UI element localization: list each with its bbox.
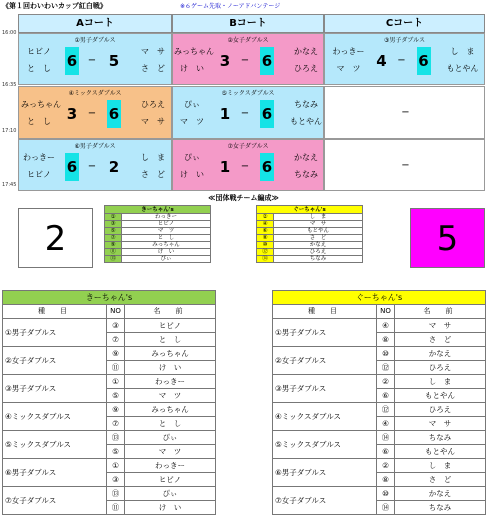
team-name: ぐーちゃん's <box>257 206 363 214</box>
player-name: ひろえ <box>274 249 363 256</box>
player-name: もとやん <box>274 228 363 235</box>
event-name: ④ミックスダブルス <box>273 403 377 431</box>
left-player-2: ヒビノ <box>27 170 51 179</box>
roster-row <box>105 256 211 263</box>
team-right-total-score: 5 <box>410 208 485 268</box>
lineup-player-name: と し <box>125 417 216 431</box>
col-header-event: 種 目 <box>273 305 377 319</box>
lineup-player-name: ヒビノ <box>125 473 216 487</box>
roster-row <box>257 228 363 235</box>
event-name: ③男子ダブルス <box>3 375 107 403</box>
roster-row <box>105 228 211 235</box>
lineup-player-number: ⑤ <box>107 445 125 459</box>
left-player-1: みっちゃん <box>174 47 214 56</box>
right-player-1: ちなみ <box>294 100 318 109</box>
right-player-1: ひろえ <box>141 100 165 109</box>
player-name: ちなみ <box>274 256 363 263</box>
lineup-row <box>273 431 486 445</box>
rule-note: ※６ゲーム先取・ノーアドバンテージ <box>180 3 281 10</box>
match-event-label: ④ミックスダブルス <box>68 90 122 97</box>
lineup-player-name: ちなみ <box>395 501 486 515</box>
right-player-1: かなえ <box>294 47 318 56</box>
lineup-player-name: みっちゃん <box>125 403 216 417</box>
right-player-2: もとやん <box>290 117 322 126</box>
player-number: ⑬ <box>105 256 122 263</box>
lineup-player-name: ヒビノ <box>125 319 216 333</box>
right-score: 6 <box>107 100 121 128</box>
col-header-name: 名 前 <box>125 305 216 319</box>
lineup-player-number: ⑭ <box>377 501 395 515</box>
lineup-player-number: ⑭ <box>377 431 395 445</box>
player-name: ぴぃ <box>122 256 211 263</box>
lineup-player-name: わっきー <box>125 375 216 389</box>
col-header-event: 種 目 <box>3 305 107 319</box>
right-player-2: さ ど <box>141 64 165 73</box>
right-player-2: ひろえ <box>294 64 318 73</box>
lineup-row <box>273 403 486 417</box>
lineup-player-name: マ サ <box>395 319 486 333</box>
lineup-player-number: ⑬ <box>107 431 125 445</box>
lineup-player-number: ⑥ <box>377 389 395 403</box>
lineup-row <box>3 431 216 445</box>
court-a-header: Aコート <box>18 14 172 33</box>
left-score: 6 <box>65 47 79 75</box>
lineup-player-name: と し <box>125 333 216 347</box>
left-player-1: わっきー <box>332 47 365 56</box>
team-name: きーちゃん's <box>105 206 211 214</box>
lineup-player-name: わっきー <box>125 459 216 473</box>
score-separator: − <box>240 161 250 172</box>
team-left-total-score: 2 <box>18 208 93 268</box>
match-event-label: ⑤ミックスダブルス <box>221 90 275 97</box>
player-number: ⑦ <box>105 235 122 242</box>
player-name: ヒビノ <box>122 221 211 228</box>
lineup-player-number: ⑥ <box>377 445 395 459</box>
lineup-row <box>273 347 486 361</box>
match-cell <box>172 86 324 139</box>
lineup-row <box>3 459 216 473</box>
lineup-player-number: ⑧ <box>377 333 395 347</box>
lineup-player-number: ⑪ <box>107 361 125 375</box>
match-cell <box>172 33 324 85</box>
lineup-player-number: ③ <box>107 319 125 333</box>
roster-row <box>257 221 363 228</box>
lineup-player-name: け い <box>125 501 216 515</box>
match-event-label: ②女子ダブルス <box>227 37 269 44</box>
lineup-player-name: マ ツ <box>125 445 216 459</box>
time-label: 17:45 <box>2 182 17 188</box>
lineup-row <box>273 487 486 501</box>
event-name: ③男子ダブルス <box>273 375 377 403</box>
left-player-1: ぴぃ <box>184 153 200 162</box>
player-number: ⑭ <box>257 256 274 263</box>
court-b-header: Bコート <box>172 14 324 33</box>
col-header-no: NO <box>107 305 125 319</box>
player-number: ② <box>257 214 274 221</box>
right-score: 6 <box>260 100 274 128</box>
team-section-title: ≪団体戦チーム編成≫ <box>208 194 279 202</box>
left-player-2: マ ツ <box>180 117 204 126</box>
lineup-player-name: マ ツ <box>125 389 216 403</box>
score-separator: − <box>87 55 97 66</box>
lineup-team-name: きーちゃん's <box>3 291 216 305</box>
lineup-player-number: ⑫ <box>377 361 395 375</box>
player-number: ① <box>105 214 122 221</box>
lineup-row <box>273 375 486 389</box>
right-player-1: マ サ <box>141 47 165 56</box>
lineup-player-number: ⑪ <box>107 501 125 515</box>
event-name: ⑤ミックスダブルス <box>273 431 377 459</box>
match-event-label: ③男子ダブルス <box>384 37 425 44</box>
left-player-2: け い <box>180 170 204 179</box>
event-name: ⑥男子ダブルス <box>273 459 377 487</box>
court-c-header: Cコート <box>324 14 485 33</box>
player-name: マ ツ <box>122 228 211 235</box>
roster-row <box>257 249 363 256</box>
left-player-2: け い <box>180 64 204 73</box>
left-score: 3 <box>219 52 231 70</box>
right-player-2: マ サ <box>141 117 165 126</box>
time-label: 16:35 <box>2 82 17 88</box>
lineup-player-number: ④ <box>377 319 395 333</box>
lineup-player-name: ぴぃ <box>125 431 216 445</box>
left-score: 1 <box>219 105 231 123</box>
left-player-2: と し <box>27 117 51 126</box>
player-name: みっちゃん <box>122 242 211 249</box>
player-name: と し <box>122 235 211 242</box>
match-event-label: ⑥男子ダブルス <box>74 143 116 150</box>
score-separator: − <box>87 161 97 172</box>
empty-slot-dash: − <box>401 160 410 171</box>
lineup-player-name: マ サ <box>395 417 486 431</box>
lineup-row <box>273 319 486 333</box>
col-header-no: NO <box>377 305 395 319</box>
player-number: ⑤ <box>105 228 122 235</box>
player-number: ⑧ <box>257 235 274 242</box>
lineup-player-number: ⑫ <box>377 403 395 417</box>
right-player-2: さ ど <box>141 170 165 179</box>
lineup-player-number: ② <box>377 375 395 389</box>
lineup-player-name: もとやん <box>395 445 486 459</box>
lineup-player-name: し ま <box>395 375 486 389</box>
event-name: ⑦女子ダブルス <box>3 487 107 515</box>
event-name: ⑥男子ダブルス <box>3 459 107 487</box>
match-event-label: ⑦女子ダブルス <box>227 143 269 150</box>
lineup-player-name: もとやん <box>395 389 486 403</box>
lineup-player-number: ③ <box>107 473 125 487</box>
lineup-player-number: ⑦ <box>107 417 125 431</box>
right-score: 6 <box>417 47 431 75</box>
right-score: 2 <box>108 158 120 176</box>
roster-row <box>257 256 363 263</box>
lineup-player-name: し ま <box>395 459 486 473</box>
player-number: ③ <box>105 221 122 228</box>
lineup-row <box>273 459 486 473</box>
lineup-player-name: かなえ <box>395 347 486 361</box>
lineup-player-name: さ ど <box>395 473 486 487</box>
roster-row <box>105 235 211 242</box>
match-event-label: ①男子ダブルス <box>74 37 116 44</box>
left-player-1: みっちゃん <box>21 100 61 109</box>
player-number: ④ <box>257 221 274 228</box>
lineup-player-name: け い <box>125 361 216 375</box>
player-number: ⑫ <box>257 249 274 256</box>
score-separator: − <box>240 55 250 66</box>
score-separator: − <box>87 108 97 119</box>
lineup-player-number: ⑩ <box>377 487 395 501</box>
lineup-player-name: かなえ <box>395 487 486 501</box>
lineup-player-number: ⑨ <box>107 347 125 361</box>
left-score: 4 <box>376 52 387 70</box>
roster-row <box>257 235 363 242</box>
right-player-2: もとやん <box>446 64 479 73</box>
lineup-row <box>3 319 216 333</box>
event-name: ①男子ダブルス <box>273 319 377 347</box>
roster-row <box>105 214 211 221</box>
right-score: 6 <box>260 153 274 181</box>
left-score: 3 <box>66 105 78 123</box>
left-player-2: マ ツ <box>336 64 361 73</box>
roster-row <box>105 249 211 256</box>
match-cell <box>324 86 485 139</box>
lineup-player-number: ④ <box>377 417 395 431</box>
left-player-1: わっきー <box>23 153 55 162</box>
event-name: ②女子ダブルス <box>3 347 107 375</box>
player-number: ⑨ <box>105 242 122 249</box>
player-number: ⑩ <box>257 242 274 249</box>
lineup-player-name: みっちゃん <box>125 347 216 361</box>
empty-slot-dash: − <box>401 107 410 118</box>
match-cell <box>18 139 172 191</box>
player-name: し ま <box>274 214 363 221</box>
left-player-1: ぴぃ <box>184 100 200 109</box>
roster-row <box>257 214 363 221</box>
match-cell <box>172 139 324 191</box>
match-cell <box>324 139 485 191</box>
right-score: 5 <box>108 52 120 70</box>
lineup-row <box>3 403 216 417</box>
lineup-player-name: ひろえ <box>395 403 486 417</box>
match-cell <box>18 33 172 85</box>
sheet-title: 《第１回わいわいカップ紅白戦》 <box>2 2 107 10</box>
lineup-player-number: ⑤ <box>107 389 125 403</box>
player-number: ⑥ <box>257 228 274 235</box>
right-score: 6 <box>260 47 274 75</box>
left-score: 1 <box>219 158 231 176</box>
roster-row <box>105 221 211 228</box>
score-separator: − <box>397 55 406 66</box>
lineup-player-number: ⑦ <box>107 333 125 347</box>
lineup-row <box>3 375 216 389</box>
right-player-2: ちなみ <box>294 170 318 179</box>
lineup-player-name: ひろえ <box>395 361 486 375</box>
right-player-1: かなえ <box>294 153 318 162</box>
left-player-1: ヒビノ <box>27 47 51 56</box>
score-separator: − <box>240 108 250 119</box>
time-label: 17:10 <box>2 128 17 134</box>
event-name: ⑦女子ダブルス <box>273 487 377 515</box>
lineup-player-name: さ ど <box>395 333 486 347</box>
team-left-roster <box>104 205 211 263</box>
lineup-row <box>3 347 216 361</box>
lineup-player-name: ぴぃ <box>125 487 216 501</box>
lineup-player-number: ② <box>377 459 395 473</box>
lineup-player-number: ⑨ <box>107 403 125 417</box>
player-number: ⑪ <box>105 249 122 256</box>
lineup-team-name: ぐーちゃん's <box>273 291 486 305</box>
lineup-player-number: ① <box>107 375 125 389</box>
team-right-roster <box>256 205 363 263</box>
player-name: け い <box>122 249 211 256</box>
lineup-player-number: ⑩ <box>377 347 395 361</box>
match-cell <box>324 33 485 85</box>
right-player-1: し ま <box>141 153 165 162</box>
col-header-name: 名 前 <box>395 305 486 319</box>
player-name: かなえ <box>274 242 363 249</box>
team-left-lineup-table <box>2 290 216 515</box>
event-name: ②女子ダブルス <box>273 347 377 375</box>
roster-row <box>105 242 211 249</box>
event-name: ①男子ダブルス <box>3 319 107 347</box>
team-right-lineup-table <box>272 290 486 515</box>
lineup-row <box>3 487 216 501</box>
lineup-player-number: ① <box>107 459 125 473</box>
match-cell <box>18 86 172 139</box>
left-player-2: と し <box>27 64 51 73</box>
right-player-1: し ま <box>450 47 475 56</box>
event-name: ④ミックスダブルス <box>3 403 107 431</box>
event-name: ⑤ミックスダブルス <box>3 431 107 459</box>
time-label: 16:00 <box>2 30 17 36</box>
player-name: わっきー <box>122 214 211 221</box>
player-name: さ ど <box>274 235 363 242</box>
lineup-player-name: ちなみ <box>395 431 486 445</box>
left-score: 6 <box>65 153 79 181</box>
lineup-player-number: ⑬ <box>107 487 125 501</box>
lineup-player-number: ⑧ <box>377 473 395 487</box>
roster-row <box>257 242 363 249</box>
player-name: マ サ <box>274 221 363 228</box>
